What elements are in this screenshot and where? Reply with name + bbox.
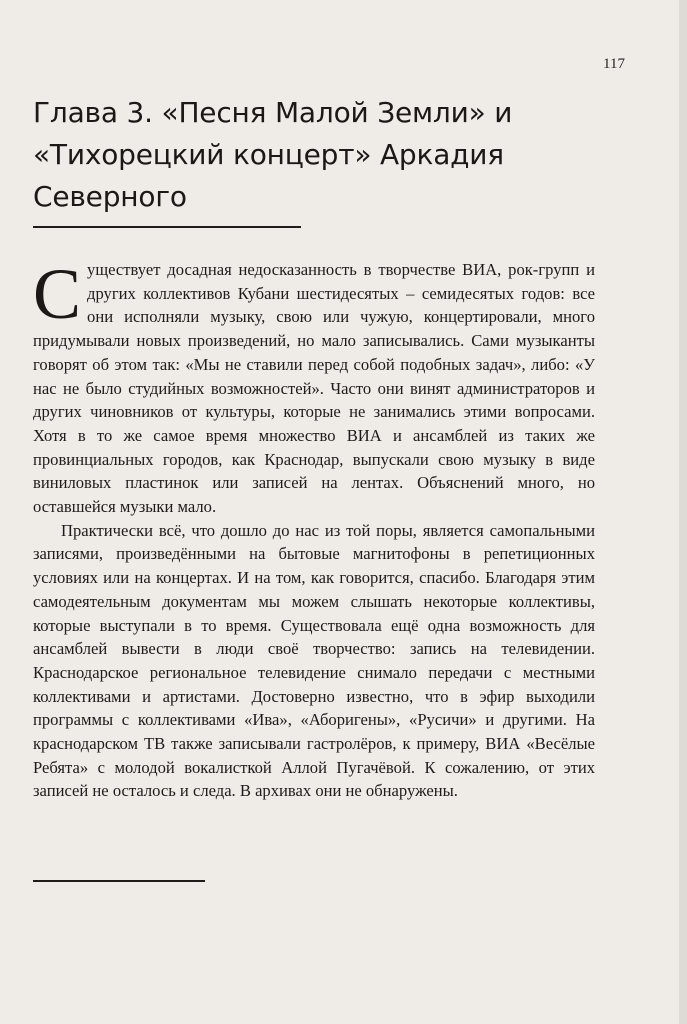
chapter-title: Глава 3. «Песня Малой Земли» и «Тихорецкий концерт» Аркадия Северного: [33, 96, 513, 213]
paragraph-1-text: уществует досадная недосказанность в творчестве ВИА, рок-групп и других коллективов Кубани шестидесятых – семидесятых годов: все они исполняли музыку, свою или чужую, концертировали, много придумывали новых произведений, но мало записывались. Сами музыканты говорят об этом так: «Мы не ставили перед собой подобных задач», либо: «У нас не было студийных возможностей». Часто они винят администраторов и других чиновников от культуры, которые не занимались этими вопросами. Хотя в то же самое время множество ВИА и ансамблей из таких же провинциальных городов, как Краснодар, выпускали свою музыку в виде виниловых пластинок или записей на лентах. Объяснений много, но оставшейся музыки мало.: [33, 260, 595, 517]
page-number: 117: [603, 56, 625, 72]
section-end-rule: [33, 880, 205, 882]
drop-cap-letter: С: [33, 254, 82, 334]
title-underline-rule: [33, 226, 301, 228]
page-edge-shadow: [679, 0, 687, 1024]
paragraph-2: Практически всё, что дошло до нас из той поры, является самопальными записями, произведёнными на бытовые магнитофоны в репетиционных условиях или на концертах. И на том, как говорится, спасибо. Благодаря этим самодеятельным документам мы можем слышать некоторые коллективы, которые выступали в то время. Существовала ещё одна возможность для ансамблей вывести в люди своё творчество: запись на телевидении. Краснодарское региональное телевидение снимало передачи с местными коллективами и артистами. Достоверно известно, что в эфир выходили программы с коллективами «Ива», «Аборигены», «Русичи» и другими. На краснодарском ТВ также записывали гастролёров, к примеру, ВИА «Весёлые Ребята» с молодой вокалисткой Аллой Пугачёвой. К сожалению, от этих записей не осталось и следа. В архивах они не обнаружены.: [33, 520, 595, 801]
paragraph-1: [33, 254, 595, 519]
chapter-body: [33, 254, 595, 803]
